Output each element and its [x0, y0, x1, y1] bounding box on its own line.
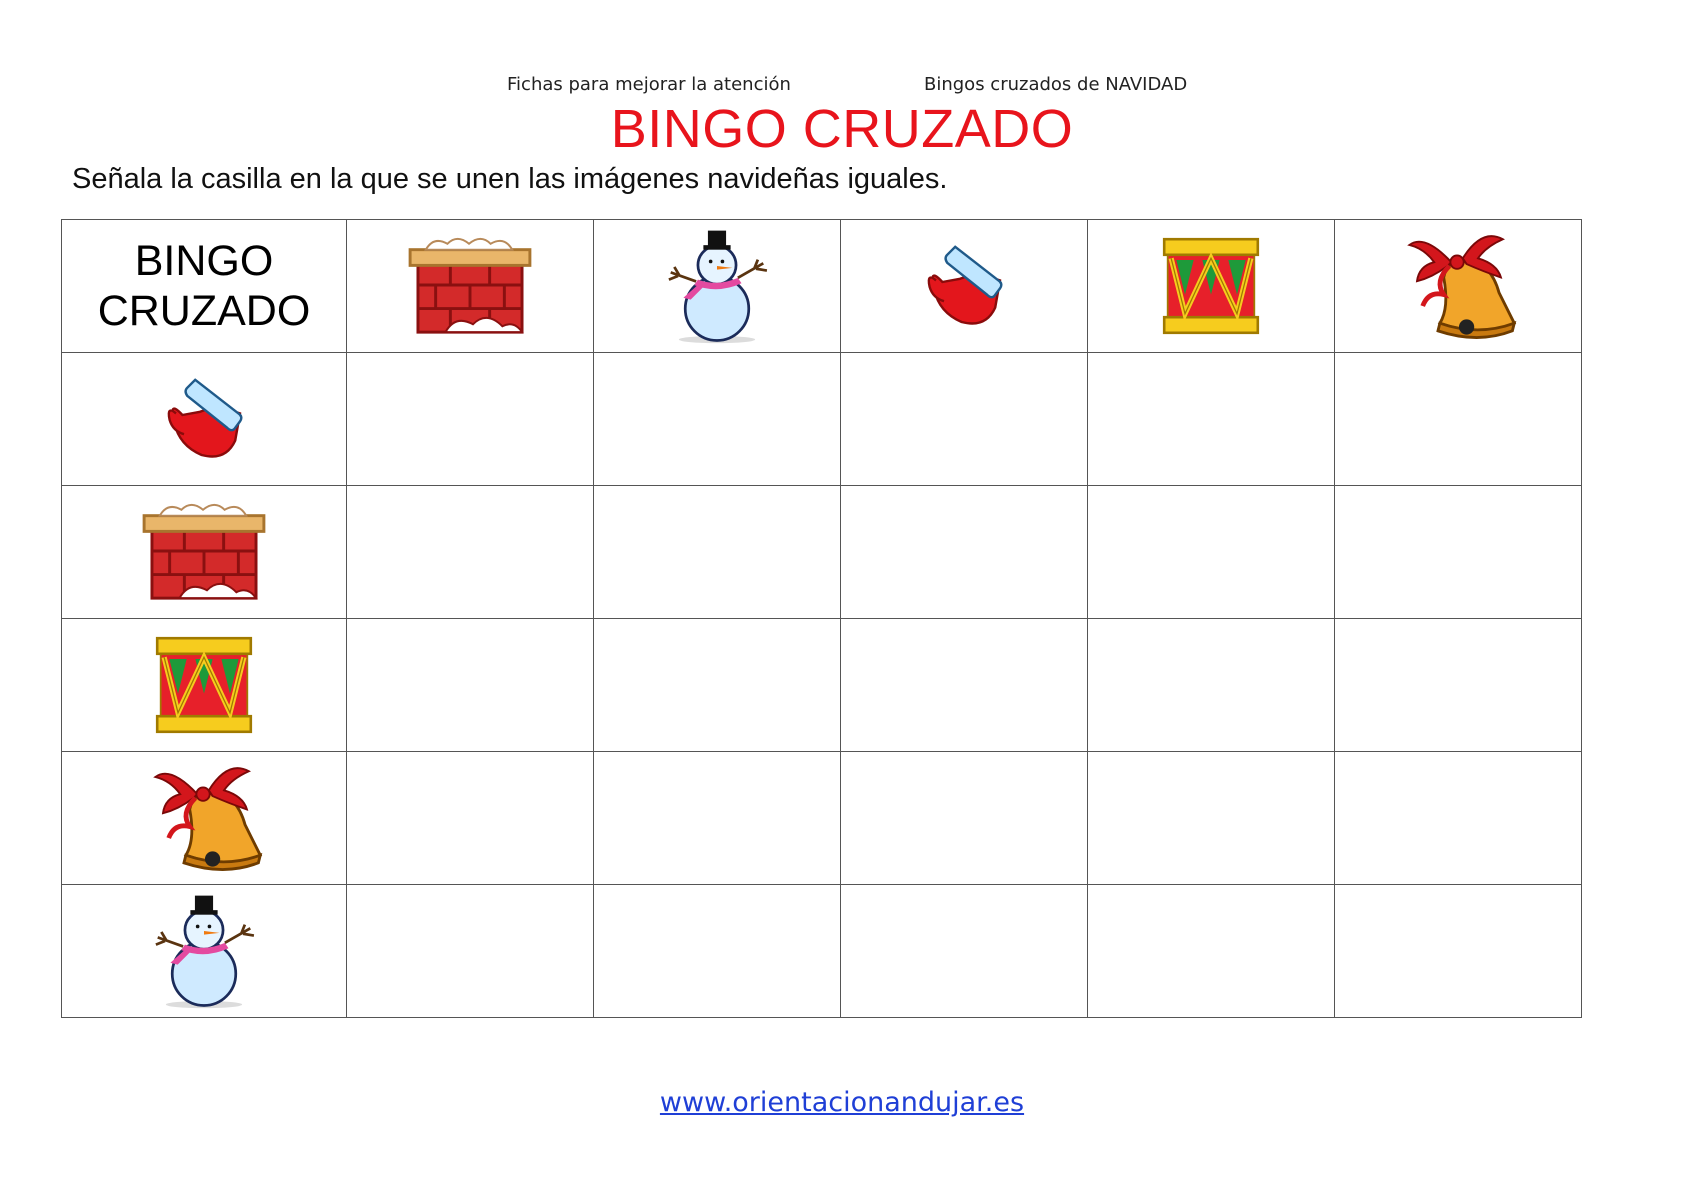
chimney-icon [406, 232, 534, 340]
grid-cell[interactable] [347, 885, 594, 1018]
bell-icon [142, 756, 266, 880]
grid-cell[interactable] [1088, 619, 1335, 752]
grid-row [62, 486, 1582, 619]
drum-icon [1159, 234, 1263, 338]
grid-cell[interactable] [594, 619, 841, 752]
grid-row [62, 885, 1582, 1018]
grid-row [62, 619, 1582, 752]
header-row [62, 220, 1582, 353]
grid-cell[interactable] [347, 353, 594, 486]
row-header-chimney [62, 486, 347, 619]
chimney-icon [140, 498, 268, 606]
grid-cell[interactable] [1335, 885, 1582, 1018]
instruction-text: Señala la casilla en la que se unen las imágenes navideñas iguales. [72, 163, 948, 195]
website-link[interactable]: www.orientacionandujar.es [659, 1087, 1025, 1118]
column-header-drum [1088, 220, 1335, 353]
grid-cell[interactable] [347, 619, 594, 752]
grid-cell[interactable] [347, 486, 594, 619]
corner-label-line2: CRUZADO [97, 287, 311, 335]
mitten-icon [152, 367, 256, 471]
row-header-drum [62, 619, 347, 752]
header-left-note: Fichas para mejorar la atención [507, 74, 791, 95]
page-title: BINGO CRUZADO [610, 99, 1074, 159]
bingo-grid [61, 219, 1582, 1018]
grid-cell[interactable] [594, 353, 841, 486]
grid-cell[interactable] [1335, 486, 1582, 619]
corner-label-line1: BINGO [134, 237, 274, 285]
footer [0, 1087, 1684, 1118]
grid-cell[interactable] [841, 353, 1088, 486]
mitten-icon [912, 234, 1016, 338]
grid-cell[interactable] [1088, 752, 1335, 885]
header-right-note: Bingos cruzados de NAVIDAD [924, 74, 1188, 95]
grid-cell[interactable] [1335, 752, 1582, 885]
row-header-mitten [62, 353, 347, 486]
grid-cell[interactable] [1088, 486, 1335, 619]
row-header-bell [62, 752, 347, 885]
grid-cell[interactable] [841, 752, 1088, 885]
grid-cell[interactable] [1335, 353, 1582, 486]
column-header-bell [1335, 220, 1582, 353]
grid-row [62, 752, 1582, 885]
grid-cell[interactable] [347, 752, 594, 885]
grid-cell[interactable] [841, 486, 1088, 619]
grid-cell[interactable] [841, 619, 1088, 752]
grid-cell[interactable] [594, 486, 841, 619]
bell-icon [1396, 224, 1520, 348]
column-header-snowman [594, 220, 841, 353]
snowman-icon [145, 891, 263, 1011]
grid-cell[interactable] [841, 885, 1088, 1018]
column-header-mitten [841, 220, 1088, 353]
grid-cell[interactable] [1335, 619, 1582, 752]
grid-row [62, 353, 1582, 486]
corner-label [62, 220, 347, 353]
snowman-icon [658, 226, 776, 346]
grid-cell[interactable] [1088, 353, 1335, 486]
column-header-chimney [347, 220, 594, 353]
grid-cell[interactable] [594, 752, 841, 885]
row-header-snowman [62, 885, 347, 1018]
drum-icon [152, 633, 256, 737]
grid-cell[interactable] [1088, 885, 1335, 1018]
grid-cell[interactable] [594, 885, 841, 1018]
